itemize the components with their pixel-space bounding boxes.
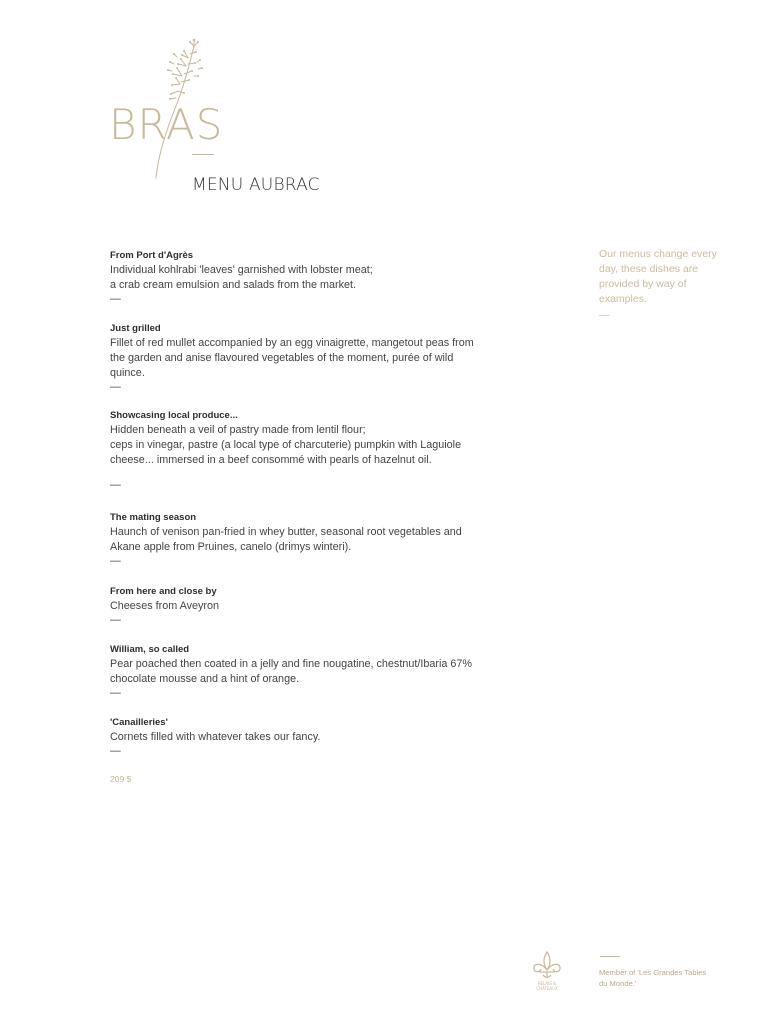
svg-text:RELAIS &: RELAIS & (537, 981, 557, 986)
course-6 (110, 643, 530, 699)
course-line: chocolate mousse and a hint of orange. (110, 673, 300, 685)
course-line: Akane apple from Pruines, canelo (drimys winteri). (110, 541, 352, 553)
course-line: Hidden beneath a veil of pastry made from lentil flour; (110, 424, 366, 436)
course-title: The mating season (110, 512, 197, 523)
brand-divider (192, 154, 214, 155)
course-dash: — (110, 381, 121, 393)
side-note: Our menus change every day, these dishes are provided by way of examples. (599, 248, 717, 305)
course-line: Fillet of red mullet accompanied by an egg vinaigrette, mangetout peas from (110, 337, 474, 349)
course-line: Pear poached then coated in a jelly and fine nougatine, chestnut/Ibaria 67% (110, 658, 472, 670)
course-line: Cheeses from Aveyron (110, 600, 220, 612)
course-line: the garden and anise flavoured vegetables of the moment, purée of wild (110, 352, 454, 364)
course-dash: — (110, 745, 121, 757)
course-dash: — (110, 479, 121, 491)
course-line: quince. (110, 367, 145, 379)
member-note: Member of 'Les Grandes Tables du Monde.' (599, 968, 707, 988)
course-dash: — (110, 687, 121, 699)
course-dash: — (110, 293, 121, 305)
course-2 (110, 322, 530, 393)
course-line: Haunch of venison pan-fried in whey butter, seasonal root vegetables and (110, 526, 462, 538)
brand-wordmark: BRAS (109, 100, 224, 149)
menu-title: MENU AUBRAC (192, 175, 320, 195)
course-dash: — (110, 614, 121, 626)
menu-price: 209 $ (110, 774, 132, 784)
course-4 (110, 511, 530, 567)
side-note-dash: — (599, 309, 610, 321)
course-title: William, so called (110, 644, 190, 655)
course-line: Individual kohlrabi 'leaves' garnished with lobster meat; (110, 264, 373, 276)
course-line: cheese... immersed in a beef consommé with pearls of hazelnut oil. (110, 454, 432, 466)
course-title: From Port d'Agrès (110, 250, 194, 261)
course-dash: — (110, 555, 121, 567)
course-line: ceps in vinegar, pastre (a local type of charcuterie) pumpkin with Laguiole (110, 439, 462, 451)
relais-chateaux-logo-icon (528, 950, 566, 992)
course-line: a crab cream emulsion and salads from the market. (110, 279, 357, 291)
course-3 (110, 409, 530, 491)
footer-divider (600, 956, 620, 957)
course-5 (110, 585, 530, 626)
course-7 (110, 716, 530, 757)
course-title: Just grilled (110, 323, 161, 334)
course-1 (110, 249, 530, 305)
course-title: From here and close by (110, 586, 217, 597)
course-title: 'Canailleries' (110, 717, 168, 728)
course-title: Showcasing local produce... (110, 410, 238, 421)
svg-text:CHÂTEAUX: CHÂTEAUX (536, 986, 558, 991)
course-line: Cornets filled with whatever takes our fancy. (110, 731, 321, 743)
